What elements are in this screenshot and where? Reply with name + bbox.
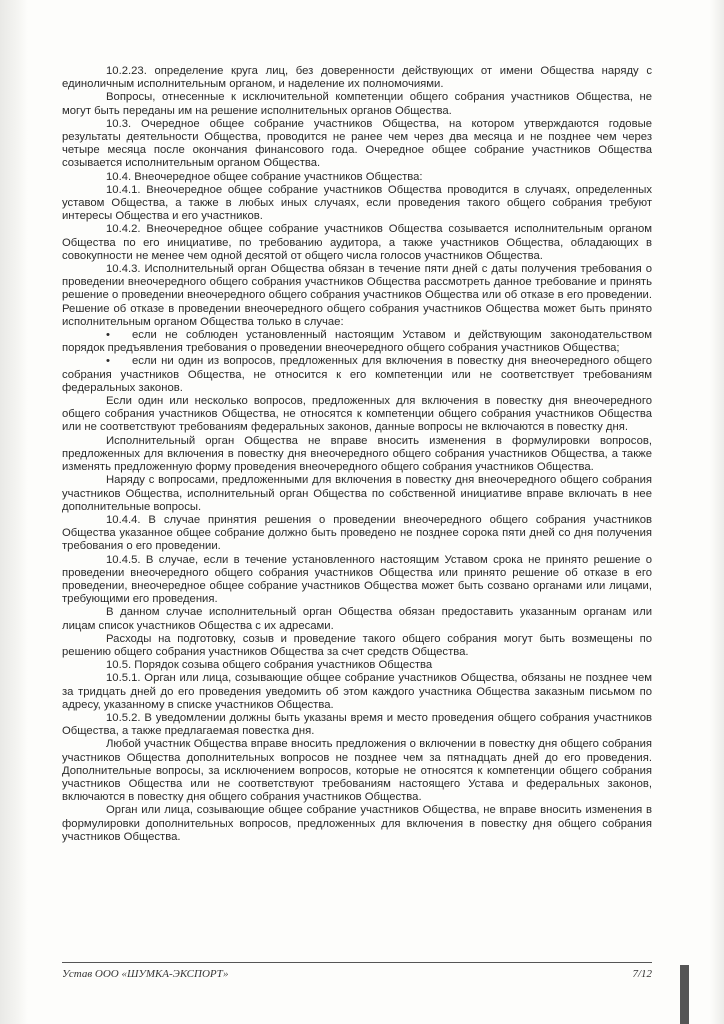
paragraph: Исполнительный орган Общества не вправе вносить изменения в формулировки вопросов, предложенных для включения в повестку дня внеочередного общего собрания участников Общества, а также изменять предложенную форму проведения внеочередного общего собрания участников Общества. (62, 434, 652, 474)
paragraph: 10.5.1. Орган или лица, созывающие общее собрание участников Общества, обязаны не позднее чем за тридцать дней до его проведения уведомить об этом каждого участника Общества заказным письмом по адресу, указанному в списке участников Общества. (62, 672, 652, 711)
bullet-mark: • (106, 329, 110, 342)
paragraph: 10.4. Внеочередное общее собрание участников Общества: (106, 170, 423, 183)
paragraph: 10.4.4. В случае принятия решения о проведении внеочередного общего собрания участников Общества указанное общее собрание должно быть проведено не позднее сорока пяти дней со дня получения требования о его проведении. (62, 513, 652, 553)
paragraph: 10.4.2. Внеочередное общее собрание участников Общества созывается исполнительным органом Общества по его инициативе, по требованию аудитора, а также участников Общества, обладающих в совокупности не менее чем одной десятой от общего числа голосов участников Общества. (62, 223, 652, 262)
paragraph: 10.3. Очередное общее собрание участников Общества, на котором утверждаются годовые результаты деятельности Общества, проводится не ранее чем через два месяца и не позднее чем через четыре месяца после окончания финансового года. Очередное общее собрание участников Общества созывается исполнительным органом Общества. (62, 117, 652, 170)
paragraph: 10.4.5. В случае, если в течение установленного настоящим Уставом срока не принято решение о проведении внеочередного общего собрания участников Общества или принято решение об отказе в его проведении, внеочередное общее собрание участников Общества может быть созвано органами или лицами, требующими его проведения. (62, 553, 652, 606)
bullet-item (62, 355, 652, 395)
footer-document-title: Устав ООО «ШУМКА-ЭКСПОРТ» (62, 968, 229, 980)
footer-page-number: 7/12 (632, 968, 652, 980)
paragraph: 10.4.1. Внеочередное общее собрание участников Общества проводится в случаях, определенных уставом Общества, а также в любых иных случаях, если проведения такого общего собрания требуют интересы Общества и его участников. (62, 183, 652, 223)
paragraph: 10.4.3. Исполнительный орган Общества обязан в течение пяти дней с даты получения требования о проведении внеочередного общего собрания участников Общества рассмотреть данное требование и принять решение о проведении внеочередного общего собрания участников Общества или об отказе в его проведении. Решение об отказе в проведении внеочередного общего собрания участников Общества может быть принято исполнительным органом Общества только в случае: (62, 263, 652, 328)
paragraph: 10.5.2. В уведомлении должны быть указаны время и место проведения общего собрания участников Общества, а также предлагаемая повестка дня. (62, 711, 652, 738)
paragraph: Вопросы, отнесенные к исключительной компетенции общего собрания участников Общества, не могут быть переданы им на решение исполнительных органов Общества. (62, 91, 652, 117)
bullet-text: если ни один из вопросов, предложенных для включения в повестку дня внеочередного общего собрания участников Общества, не относится к его компетенции или не соответствует требованиям федеральных законов. (62, 355, 652, 394)
bullet-item (62, 329, 652, 355)
paragraph: 10.5. Порядок созыва общего собрания участников Общества (106, 659, 433, 672)
bullet-text: если не соблюден установленный настоящим Уставом и действующим законодательством порядок предъявления требования о проведении внеочередного общего собрания участников Общества; (62, 329, 652, 355)
paragraph: Расходы на подготовку, созыв и проведение такого общего собрания могут быть возмещены по решению общего собрания участников Общества за счет средств Общества. (62, 632, 652, 658)
bullet-mark: • (106, 355, 110, 368)
paragraph: Наряду с вопросами, предложенными для включения в повестку дня внеочередного общего собрания участников Общества, исполнительный орган Общества по собственной инициативе вправе включать в нее дополнительные вопросы. (62, 474, 652, 513)
scan-edge-right (710, 0, 724, 1024)
paragraph: Если один или несколько вопросов, предложенных для включения в повестку дня внеочередного общего собрания участников Общества, не относятся к компетенции общего собрания участников Общества или не соответствуют требованиям федеральных законов, данные вопросы не включаются в повестку дня. (62, 395, 652, 434)
paragraph: В данном случае исполнительный орган Общества обязан предоставить указанным органам или лицам список участников Общества с их адресами. (62, 606, 652, 632)
scan-margin-bar (680, 965, 689, 1024)
scan-edge-left (0, 0, 28, 1024)
document-body (62, 65, 652, 844)
footer-divider (62, 962, 652, 963)
paragraph: Любой участник Общества вправе вносить предложения о включении в повестку дня общего собрания участников Общества дополнительных вопросов не позднее чем за пятнадцать дней до его проведения. Дополнительные вопросы, за исключением вопросов, которые не относятся к компетенции общего собрания участников Общества или не соответствуют требованиям настоящего Устава и федеральных законов, включаются в повестку дня общего собрания участников Общества. (62, 738, 652, 804)
paragraph: Орган или лица, созывающие общее собрание участников Общества, не вправе вносить изменения в формулировки дополнительных вопросов, предложенных для включения в повестку дня общего собрания участников Общества. (62, 804, 652, 843)
paragraph: 10.2.23. определение круга лиц, без доверенности действующих от имени Общества наряду с единоличным исполнительным органом, и наделение их полномочиями. (62, 65, 652, 91)
